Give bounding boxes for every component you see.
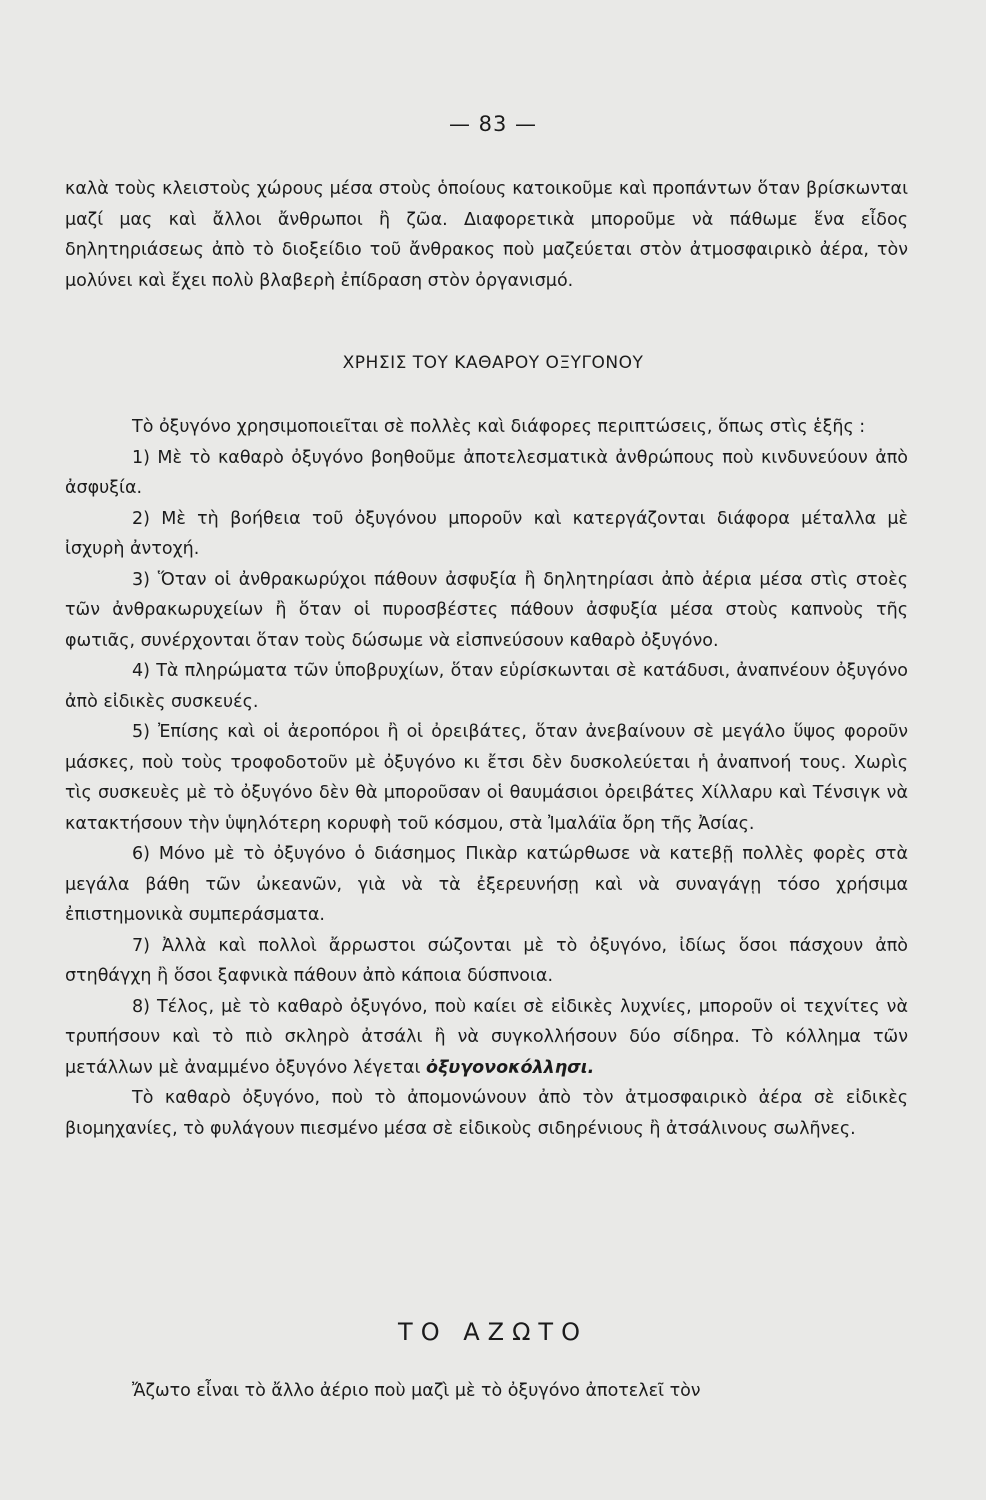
section-body: [65, 412, 908, 1144]
list-item-8: [65, 992, 908, 1084]
chapter-body: [65, 1376, 908, 1407]
section-intro: Τὸ ὀξυγόνο χρησιμοποιεῖται σὲ πολλὲς καὶ διάφορες περιπτώσεις, ὅπως στὶς ἑξῆς :: [132, 417, 866, 437]
term-oxy-welding: ὀξυγονοκόλλησι.: [426, 1057, 595, 1078]
list-item: 5) Ἐπίσης καὶ οἱ ἀεροπόροι ἢ οἱ ὀρειβάτες, ὅταν ἀνεβαίνουν σὲ μεγάλο ὕψος φοροῦν μάσκες, ποὺ τοὺς τροφοδοτοῦν μὲ ὀξυγόνο κι ἔτσι δὲν δυσκολεύεται ἡ ἀναπνοή τους. Χωρὶς τὶς συσκευὲς μὲ τὸ ὀξυγόνο δὲν θὰ μποροῦσαν οἱ θαυμάσιοι ὀρειβάτες Χίλλαρυ καὶ Τένσιγκ νὰ κατακτήσουν τὴν ὑψηλότερη κορυφὴ τοῦ κόσμου, στὰ Ἰμαλάϊα ὄρη τῆς Ἀσίας.: [65, 722, 908, 834]
chapter-first-line: Ἄζωτο εἶναι τὸ ἄλλο ἀέριο ποὺ μαζὶ μὲ τὸ ὀξυγόνο ἀποτελεῖ τὸν: [132, 1381, 701, 1401]
section-title: ΧΡΗΣΙΣ ΤΟΥ ΚΑΘΑΡΟΥ ΟΞΥΓΟΝΟΥ: [342, 353, 644, 373]
list-item: 7) Ἀλλὰ καὶ πολλοὶ ἄρρωστοι σώζονται μὲ τὸ ὀξυγόνο, ἰδίως ὅσοι πάσχουν ἀπὸ στηθάγχη ἢ ὅσοι ξαφνικὰ πάθουν ἀπὸ κάποια δύσπνοια.: [65, 935, 908, 986]
list-item: 6) Μόνο μὲ τὸ ὀξυγόνο ὁ διάσημος Πικὰρ κατώρθωσε νὰ κατεβῇ πολλὲς φορὲς στὰ μεγάλα βάθη τῶν ὠκεανῶν, γιὰ νὰ τὰ ἐξερευνήσῃ καὶ νὰ συναγάγῃ τόσο χρήσιμα ἐπιστημονικὰ συμπεράσματα.: [65, 844, 908, 925]
page-number: — 83 —: [448, 112, 538, 136]
intro-paragraph-block: [65, 174, 908, 296]
list-item-8-text: 8) Τέλος, μὲ τὸ καθαρὸ ὀξυγόνο, ποὺ καίει σὲ εἰδικὲς λυχνίες, μποροῦν οἱ τεχνίτες νὰ τρυπήσουν καὶ τὸ πιὸ σκληρὸ ἀτσάλι ἢ νὰ συγκολλήσουν δύο σίδηρα. Τὸ κόλλημα τῶν μετάλλων μὲ ἀναμμένο ὀξυγόνο λέγεται: [65, 996, 908, 1078]
list-item: 3) Ὅταν οἱ ἀνθρακωρύχοι πάθουν ἀσφυξία ἢ δηλητηρίασι ἀπὸ ἀέρια μέσα στὶς στοὲς τῶν ἀνθρακωρυχείων ἢ ὅταν οἱ πυροσβέστες πάθουν ἀσφυξία μέσα στοὺς καπνοὺς τῆς φωτιᾶς, συνέρχονται ὅταν τοὺς δώσωμε νὰ εἰσπνεύσουν καθαρὸ ὀξυγόνο.: [65, 569, 908, 651]
chapter-title: ΤΟ ΑΖΩΤΟ: [398, 1318, 588, 1346]
list-item: 1) Μὲ τὸ καθαρὸ ὀξυγόνο βοηθοῦμε ἀποτελεσματικὰ ἀνθρώπους ποὺ κινδυνεύουν ἀπὸ ἀσφυξία.: [65, 447, 908, 498]
intro-paragraph: καλὰ τοὺς κλειστοὺς χώρους μέσα στοὺς ὁποίους κατοικοῦμε καὶ προπάντων ὅταν βρίσκωνται μαζί μας καὶ ἄλλοι ἄνθρωποι ἢ ζῶα. Διαφορετικὰ μποροῦμε νὰ πάθωμε ἕνα εἶδος δηλητηριάσεως ἀπὸ τὸ διοξείδιο τοῦ ἄνθρακος ποὺ μαζεύεται στὸν ἀτμοσφαιρικὸ ἀέρα, τὸν μολύνει καὶ ἔχει πολὺ βλαβερὴ ἐπίδραση στὸν ὀργανισμό.: [65, 179, 908, 291]
list-item: 2) Μὲ τὴ βοήθεια τοῦ ὀξυγόνου μποροῦν καὶ κατεργάζονται διάφορα μέταλλα μὲ ἰσχυρὴ ἀντοχή.: [65, 508, 908, 559]
closing-paragraph: Τὸ καθαρὸ ὀξυγόνο, ποὺ τὸ ἀπομονώνουν ἀπὸ τὸν ἀτμοσφαιρικὸ ἀέρα σὲ εἰδικὲς βιομηχανίες, τὸ φυλάγουν πιεσμένο μέσα σὲ εἰδικοὺς σιδηρένιους ἢ ἀτσάλινους σωλῆνες.: [65, 1088, 908, 1139]
list-item: 4) Τὰ πληρώματα τῶν ὑποβρυχίων, ὅταν εὑρίσκωνται σὲ κατάδυσι, ἀναπνέουν ὀξυγόνο ἀπὸ εἰδικὲς συσκευές.: [65, 661, 908, 712]
